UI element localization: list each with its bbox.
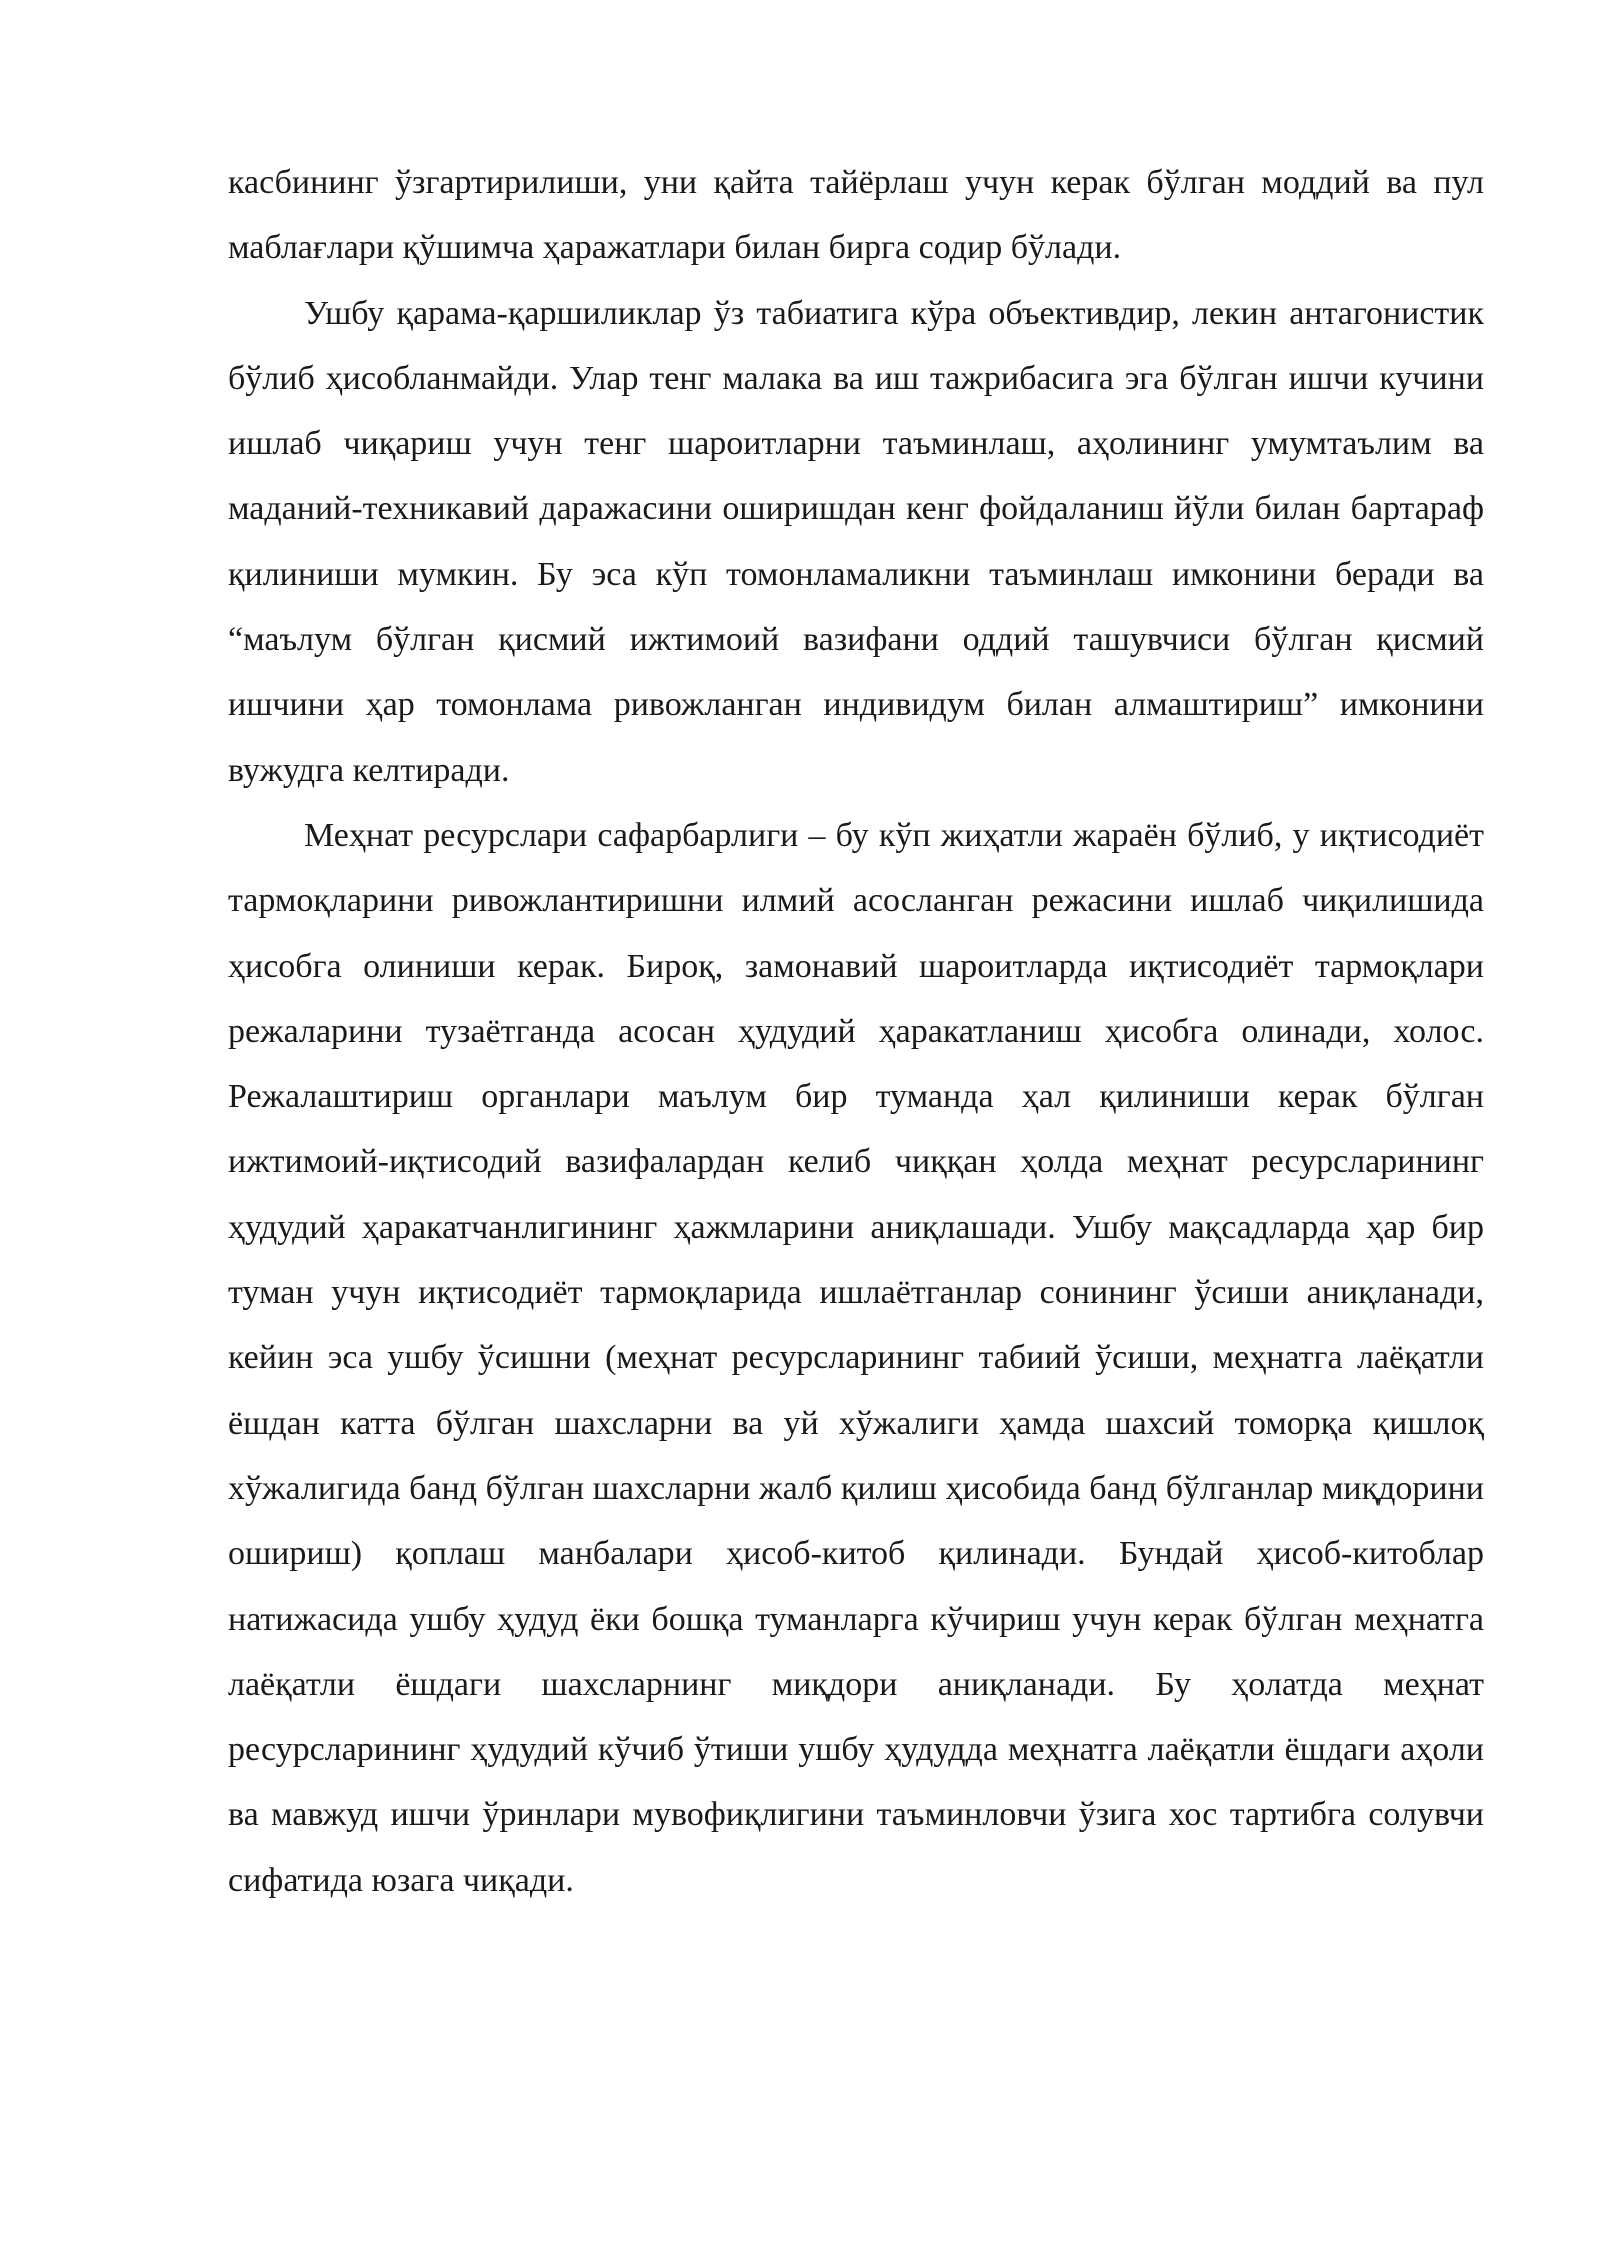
paragraph-contradictions: Ушбу қарама-қаршиликлар ўз табиатига кўра объективдир, лекин антагонистик бўлиб ҳисобланмайди. Улар тенг малака ва иш тажрибасига эга бўлган ишчи кучини ишлаб чиқариш учун тенг шароитларни таъминлаш, аҳолининг умумтаълим ва маданий-техникавий даражасини оширишдан кенг фойдаланиш йўли билан бартараф қилиниши мумкин. Бу эса кўп томонламаликни таъминлаш имконини беради ва “маълум бўлган қисмий ижтимоий вазифани оддий ташувчиси бўлган қисмий ишчини ҳар томонлама ривожланган индивидум билан алмаштириш” имконини вужудга келтиради. — [228, 294, 1484, 789]
body-text — [228, 150, 1484, 1913]
paragraph-continuation: касбининг ўзгартирилиши, уни қайта тайёрлаш учун керак бўлган моддий ва пул маблағлари қўшимча ҳаражатлари билан бирга содир бўлади. — [228, 164, 1484, 267]
paragraph-labor-mobility: Меҳнат ресурслари сафарбарлиги – бу кўп жиҳатли жараён бўлиб, у иқтисодиёт тармоқларини ривожлантиришни илмий асосланган режасини ишлаб чиқилишида ҳисобга олиниши керак. Бироқ, замонавий шароитларда иқтисодиёт тармоқлари режаларини тузаётганда асосан ҳудудий ҳаракатланиш ҳисобга олинади, холос. Режалаштириш органлари маълум бир туманда ҳал қилиниши керак бўлган ижтимоий-иқтисодий вазифалардан келиб чиққан ҳолда меҳнат ресурсларининг ҳудудий ҳаракатчанлигининг ҳажмларини аниқлашади. Ушбу мақсадларда ҳар бир туман учун иқтисодиёт тармоқларида ишлаётганлар сонининг ўсиши аниқланади, кейин эса ушбу ўсишни (меҳнат ресурсларининг табиий ўсиши, меҳнатга лаёқатли ёшдан катта бўлган шахсларни ва уй хўжалиги ҳамда шахсий томорқа қишлоқ хўжалигида банд бўлган шахсларни жалб қилиш ҳисобида банд бўлганлар миқдорини ошириш) қоплаш манбалари ҳисоб-китоб қилинади. Бундай ҳисоб-китоблар натижасида ушбу ҳудуд ёки бошқа туманларга кўчириш учун керак бўлган меҳнатга лаёқатли ёшдаги шахсларнинг миқдори аниқланади. Бу ҳолатда меҳнат ресурсларининг ҳудудий кўчиб ўтиши ушбу ҳудудда меҳнатга лаёқатли ёшдаги аҳоли ва мавжуд ишчи ўринлари мувофиқлигини таъминловчи ўзига хос тартибга солувчи сифатида юзага чиқади. — [228, 816, 1484, 1899]
